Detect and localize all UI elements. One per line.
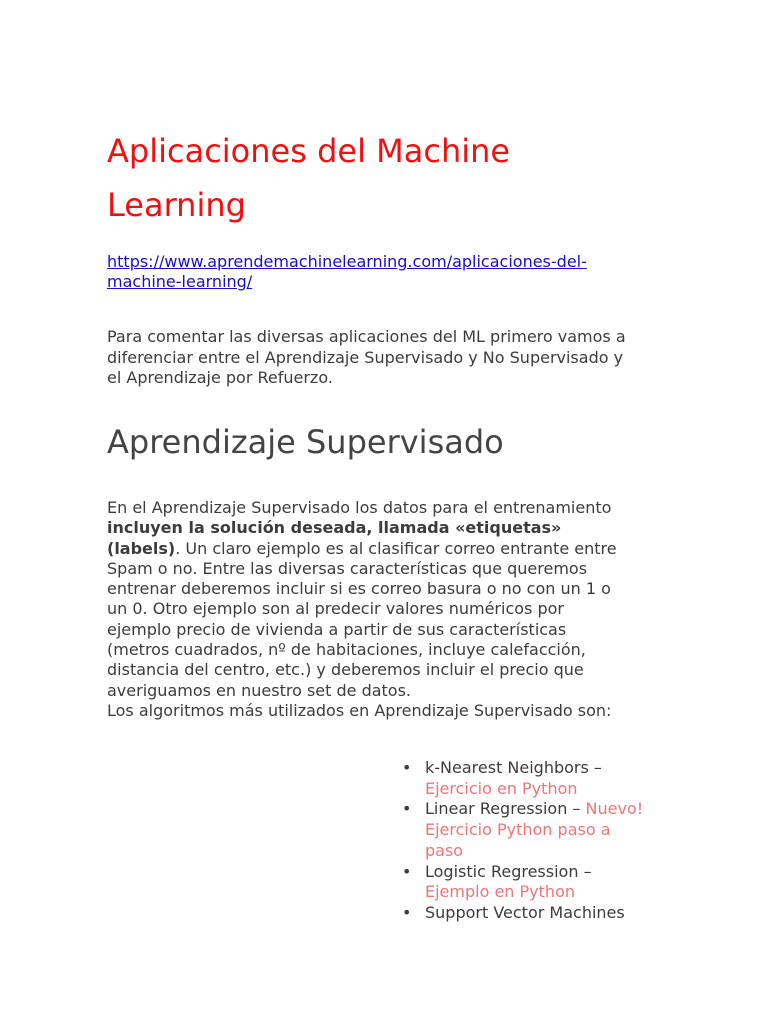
para-bold-definition: incluyen la solución deseada, llamada «etiquetas»	[107, 518, 562, 538]
para-line-1: En el Aprendizaje Supervisado los datos para el entrenamiento	[107, 498, 612, 517]
intro-line-2: diferenciar entre el Aprendizaje Supervisado y No Supervisado y	[107, 347, 624, 367]
algorithm-list	[402, 758, 675, 924]
para-line-3: . Un claro ejemplo es al clasificar correo entrante entre	[175, 538, 617, 558]
list-item	[402, 861, 675, 903]
page-title	[107, 124, 667, 232]
intro-line-3: el Aprendizaje por Refuerzo.	[107, 368, 333, 387]
para-line-8: (metros cuadrados, nº de habitaciones, incluye calefacción,	[107, 640, 586, 660]
bullet-icon: •	[402, 861, 412, 881]
algorithm-example-link[interactable]: Ejercicio en Python	[425, 778, 578, 798]
para-line-11: Los algoritmos más utilizados en Aprendizaje Supervisado son:	[107, 700, 612, 720]
bullet-icon: •	[402, 902, 412, 922]
para-line-7: ejemplo precio de vivienda a partir de sus características	[107, 619, 567, 639]
algorithm-example-link[interactable]: Ejercicio Python paso a	[425, 820, 611, 840]
para-line-9: distancia del centro, etc.) y deberemos incluir el precio que	[107, 660, 584, 680]
new-badge-link[interactable]: Nuevo!	[585, 799, 644, 819]
algorithm-example-link-cont[interactable]: paso	[425, 840, 464, 860]
bullet-icon: •	[402, 799, 412, 819]
source-url-line-1[interactable]: https://www.aprendemachinelearning.com/aplicaciones-del-	[107, 252, 587, 271]
list-item	[402, 902, 675, 924]
page-title-line-2: Learning	[107, 186, 246, 224]
bullet-icon: •	[402, 758, 412, 777]
list-item	[402, 758, 675, 799]
para-line-5: entrenar deberemos incluir si es correo basura o no con un 1 o	[107, 579, 611, 599]
para-line-6: un 0. Otro ejemplo son al predecir valores numéricos por	[107, 599, 564, 619]
list-item	[402, 799, 675, 861]
source-url-line-2[interactable]: machine-learning/	[107, 272, 253, 291]
source-url-link[interactable]	[107, 252, 667, 292]
para-bold-labels: (labels)	[107, 538, 176, 558]
algorithm-name: Logistic Regression –	[425, 861, 592, 881]
algorithm-name: Linear Regression –	[425, 799, 581, 819]
algorithm-name: Support Vector Machines	[425, 902, 625, 922]
supervised-paragraph	[107, 498, 677, 721]
para-line-10: averiguamos en nuestro set de datos.	[107, 680, 412, 700]
para-line-4: Spam o no. Entre las diversas características que queremos	[107, 558, 588, 578]
algorithm-example-link[interactable]: Ejemplo en Python	[425, 882, 575, 902]
algorithm-name: k-Nearest Neighbors –	[425, 758, 602, 777]
intro-paragraph	[107, 327, 677, 389]
section-heading: Aprendizaje Supervisado	[107, 423, 504, 461]
intro-line-1: Para comentar las diversas aplicaciones del ML primero vamos a	[107, 327, 626, 346]
page-title-line-1: Aplicaciones del Machine	[107, 132, 511, 170]
